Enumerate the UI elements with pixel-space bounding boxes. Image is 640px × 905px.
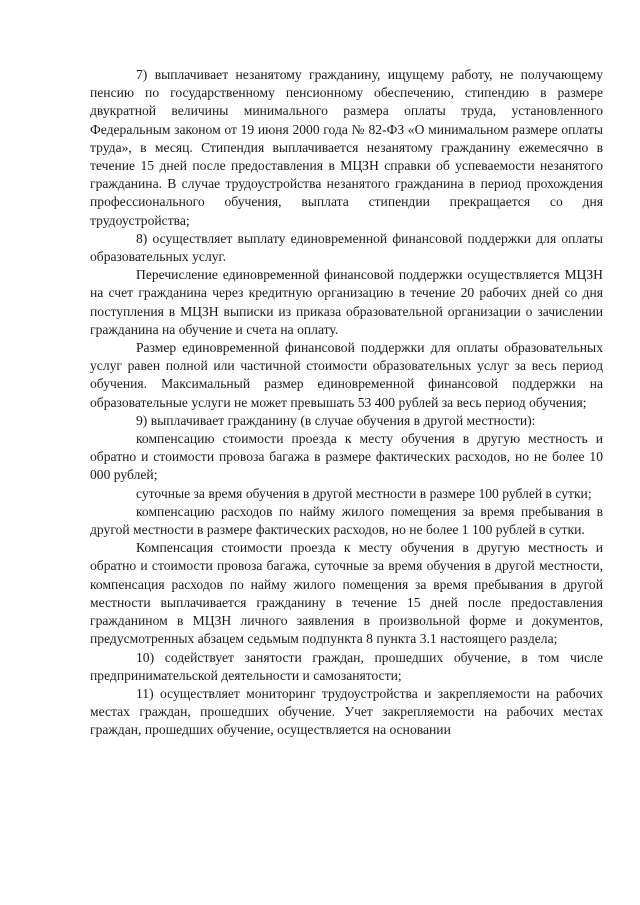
document-page <box>90 66 603 740</box>
paragraph-transfer-procedure: Перечисление единовременной финансовой поддержки осуществляется МЦЗН на счет гражданина через кредитную организацию в течение 20 рабочих дней со дня поступления в МЦЗН выписки из приказа образовательной организации о зачислении гражданина на обучение и счета на оплату. <box>90 267 603 337</box>
paragraph-housing-compensation: компенсацию расходов по найму жилого помещения за время пребывания в другой местности в размере фактических расходов, но не более 1 100 рублей в сутки. <box>90 503 603 538</box>
paragraph-support-amount: Размер единовременной финансовой поддержки для оплаты образовательных услуг равен полной или частичной стоимости образовательных услуг за весь период обучения. Максимальный размер единовременной финансовой поддержки на образовательные услуги не может превышать 53 400 рублей за весь период обучения; <box>90 340 603 410</box>
paragraph-daily-allowance: суточные за время обучения в другой местности в размере 100 рублей в сутки; <box>136 485 592 501</box>
paragraph-item-7-stipend: 7) выплачивает незанятому гражданину, ищущему работу, не получающему пенсию по государственному пенсионному обеспечению, стипендию в размере двукратной величины минимального размера оплаты труда, установленного Федеральным законом от 19 июня 2000 года № 82-ФЗ «О минимальном размере оплаты труда», в месяц. Стипендия выплачивается незанятому гражданину ежемесячно в течение 15 дней после предоставления в МЦЗН справки об успеваемости незанятого гражданина. В случае трудоустройства незанятого гражданина в период прохождения профессионального обучения, выплата стипендии прекращается со дня трудоустройства; <box>90 67 603 228</box>
paragraph-item-8-financial-support: 8) осуществляет выплату единовременной финансовой поддержки для оплаты образовательных услуг. <box>90 230 603 265</box>
paragraph-compensation-procedure: Компенсация стоимости проезда к месту обучения в другую местность и обратно и стоимости провоза багажа, суточные за время обучения в другой местности, компенсация расходов по найму жилого помещения за время пребывания в другой местности выплачивается гражданину в течение 15 дней после предоставления гражданином в МЦЗН личного заявления в произвольной форме и документов, предусмотренных абзацем седьмым подпункта 8 пункта 3.1 настоящего раздела; <box>90 540 603 647</box>
paragraph-item-11-monitoring: 11) осуществляет мониторинг трудоустройства и закрепляемости на рабочих местах граждан, прошедших обучение. Учет закрепляемости на рабочих местах граждан, прошедших обучение, осуществляется на основании <box>90 685 603 738</box>
paragraph-travel-compensation: компенсацию стоимости проезда к месту обучения в другую местность и обратно и стоимости провоза багажа в размере фактических расходов, но не более 10 000 рублей; <box>90 431 603 483</box>
paragraph-item-9-payments: 9) выплачивает гражданину (в случае обучения в другой местности): <box>136 412 536 428</box>
paragraph-item-10-employment: 10) содействует занятости граждан, прошедших обучение, в том числе предпринимательской деятельности и самозанятости; <box>90 649 603 683</box>
